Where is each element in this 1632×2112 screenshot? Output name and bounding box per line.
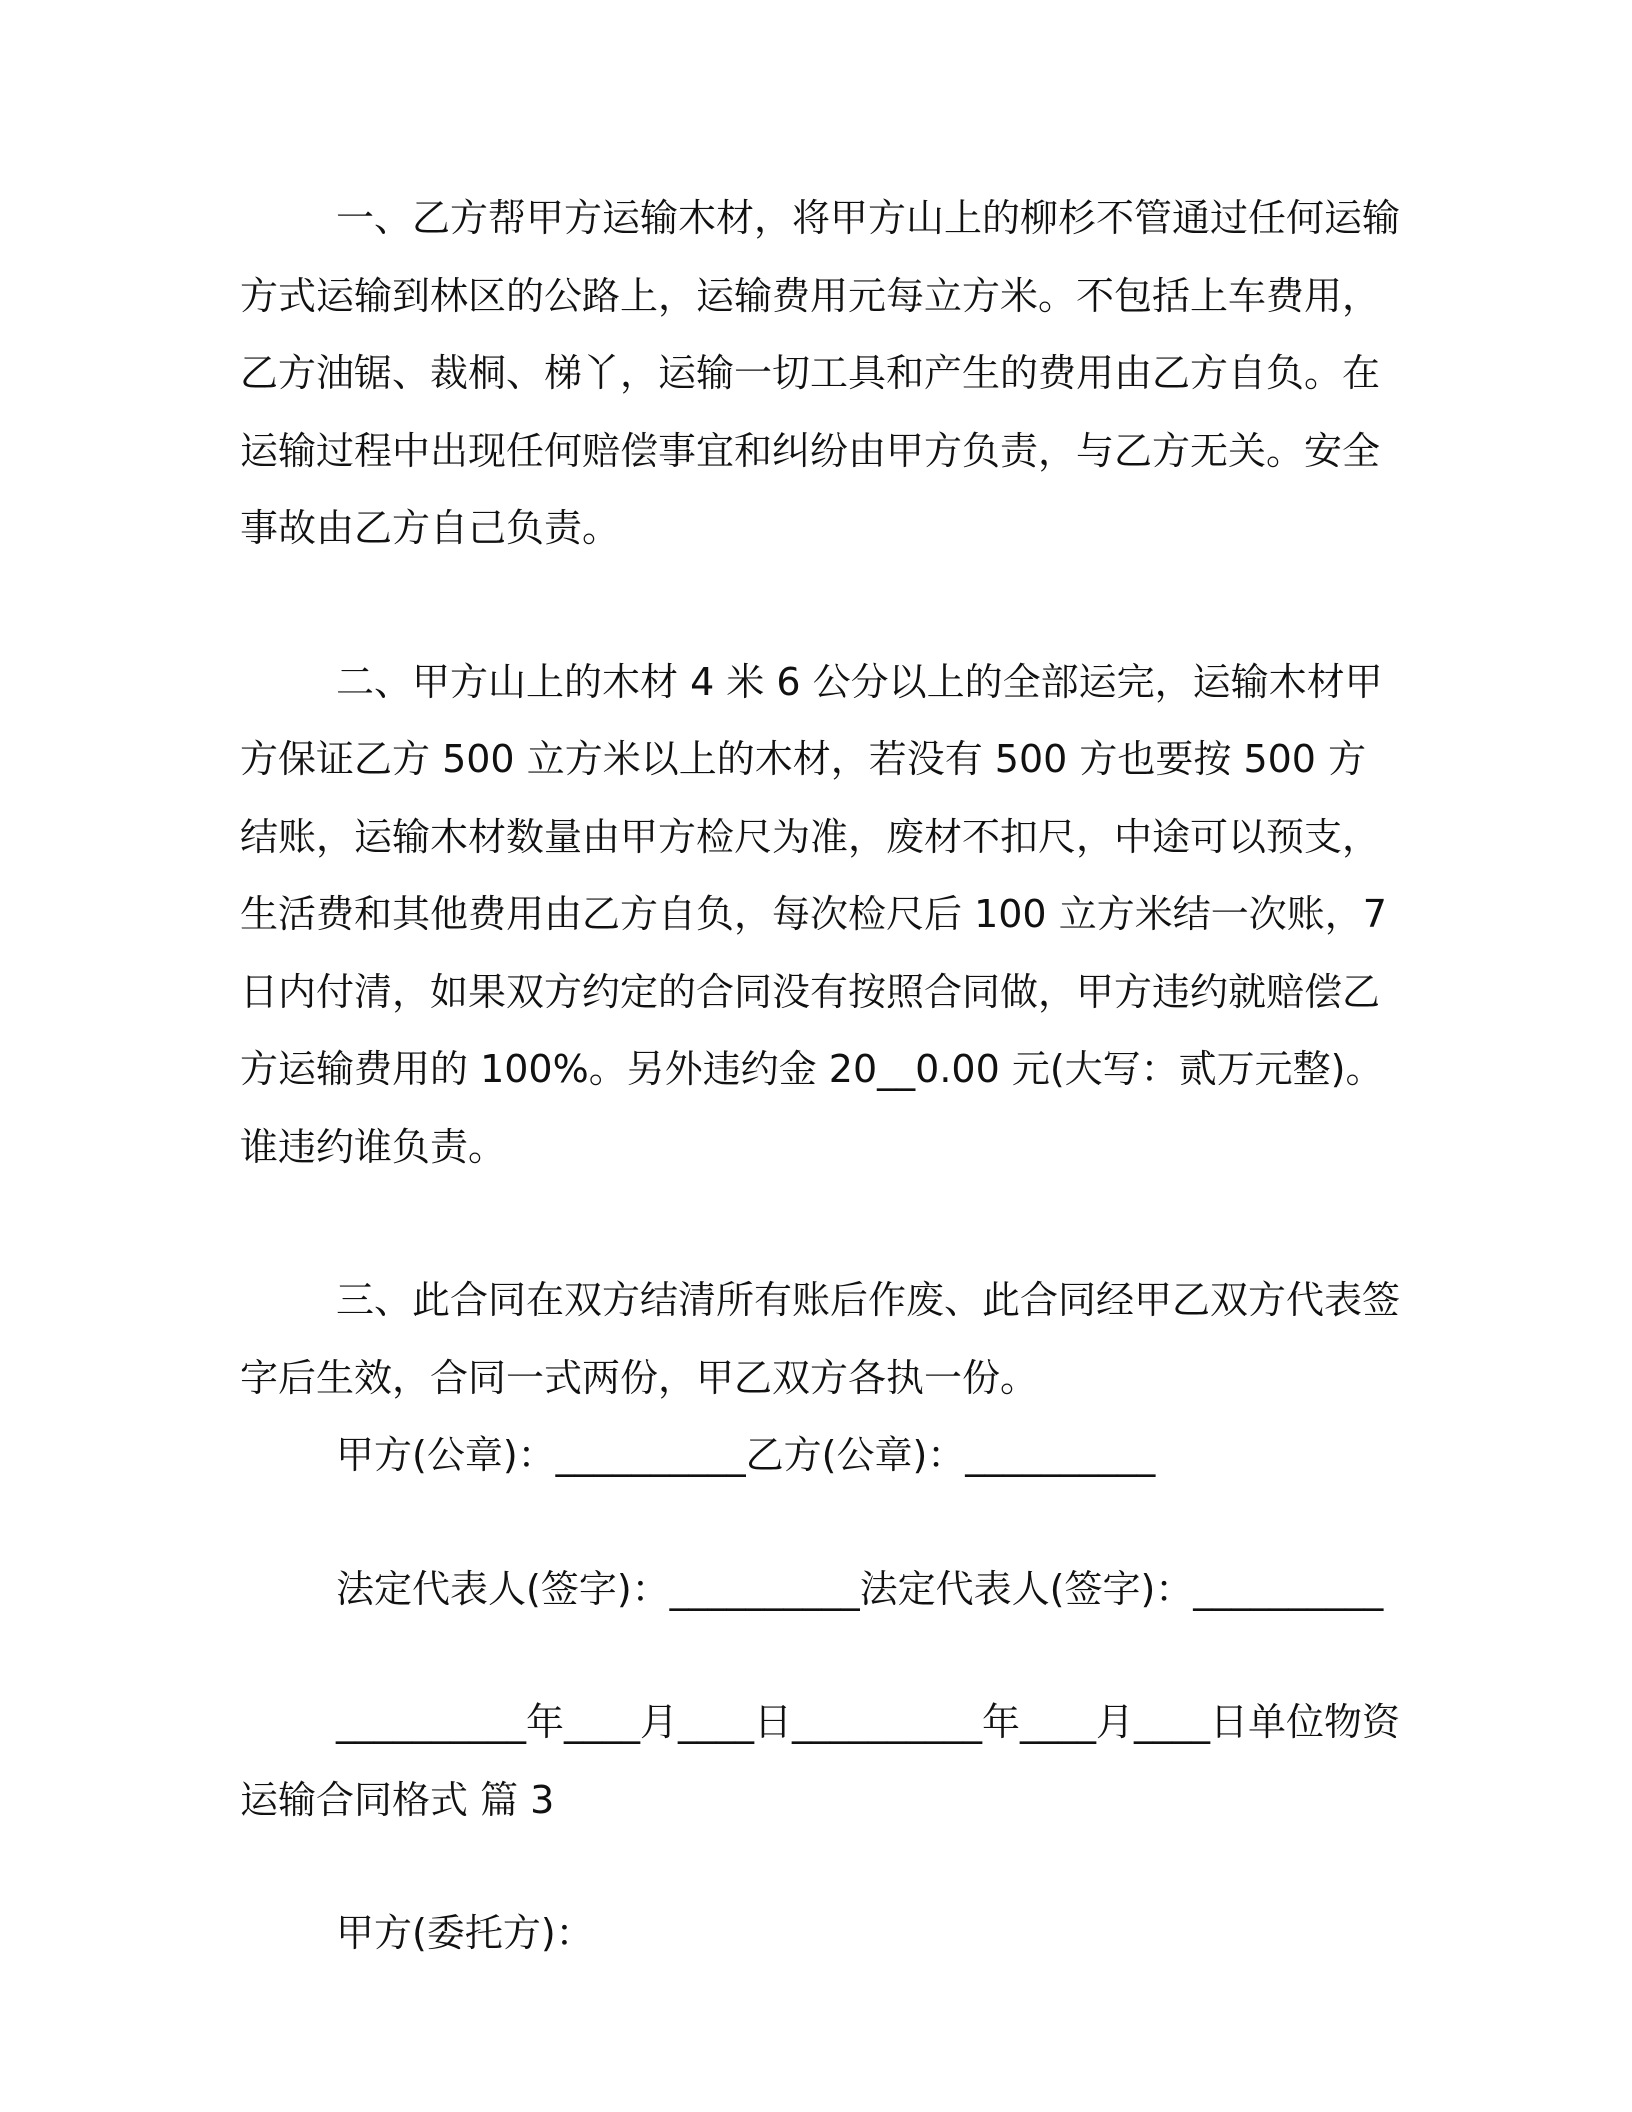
clause-2: 二、甲方山上的木材 4 米 6 公分以上的全部运完，运输木材甲方保证乙方 500 立方米以上的木材，若没有 500 方也要按 500 方结账，运输木材数量由甲方检尺为准，废材不扣尺，中途可以预支，生活费和其他费用由乙方自负，每次检尺后 100 立方米结一次账，7 日内付清，如果双方约定的合同没有按照合同做，甲方违约就赔偿乙方运输费用的 100%。另外违约金 20__0.00 元(大写：贰万元整)。谁违约谁负责。	[240, 659, 1387, 1169]
clause-3: 三、此合同在双方结清所有账后作废、此合同经甲乙双方代表签字后生效，合同一式两份，甲乙双方各执一份。	[240, 1278, 1401, 1400]
representative-signature-line: 法定代表人(签字)：__________法定代表人(签字)：__________	[336, 1566, 1384, 1611]
seal-signature-line: 甲方(公章)：__________乙方(公章)：__________	[336, 1433, 1156, 1477]
contract-body	[240, 180, 1400, 1973]
clause-1: 一、乙方帮甲方运输木材，将甲方山上的柳杉不管通过任何运输方式运输到林区的公路上，运输费用元每立方米。不包括上车费用，乙方油锯、裁桐、梯丫，运输一切工具和产生的费用由乙方自负。在运输过程中出现任何赔偿事宜和纠纷由甲方负责，与乙方无关。安全事故由乙方自己负责。	[240, 196, 1401, 550]
party-a-consignor-line: 甲方(委托方)：	[336, 1911, 594, 1955]
date-and-next-title: __________年____月____日__________年____月____日单位物资运输合同格式 篇 3	[240, 1700, 1401, 1822]
